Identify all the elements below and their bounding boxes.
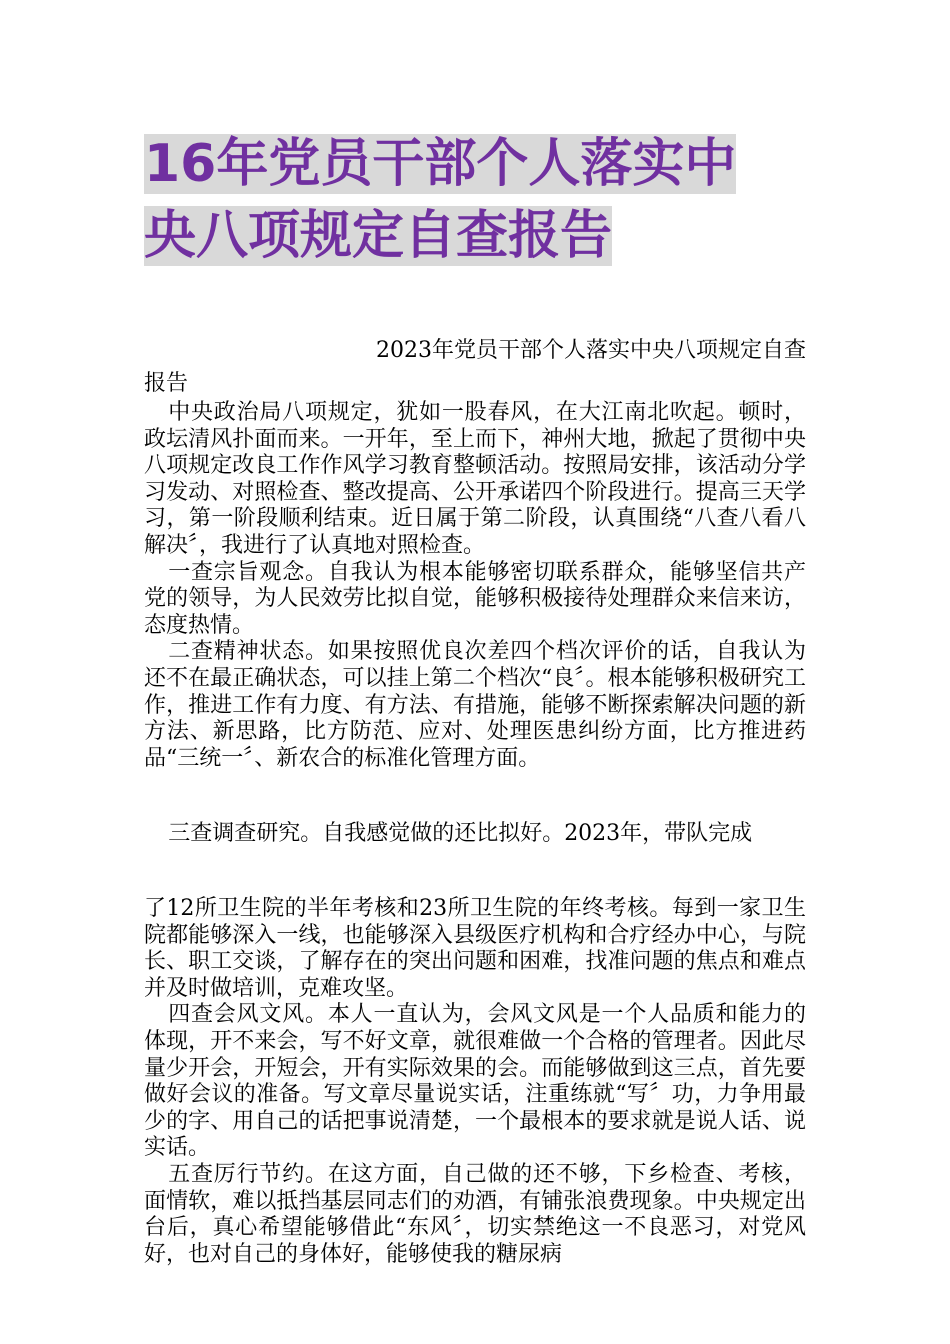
subtitle-line-2: 报告 [144,371,189,396]
paragraph-intro: 中央政治局八项规定，犹如一股春风，在大江南北吹起。顿时，政坛清风扑面而来。一开年，至上而下，神州大地，掀起了贯彻中央八项规定改良工作作风学习教育整顿活动。按照局安排，该活动分学习发动、对照检查、整改提高、公开承诺四个阶段进行。提高三天学习，第一阶段顺利结束。近日属于第二阶段，认真围绕“八查八看八解决〞，我进行了认真地对照检查。 [144,400,806,558]
paragraph-frugality: 五查厉行节约。在这方面，自己做的还不够，下乡检查、考核，面情软，难以抵挡基层同志们的劝酒，有铺张浪费现象。中央规定出台后，真心希望能够借此“东风〞，切实禁绝这一不良恶习，对党风好，也对自己的身体好，能够使我的糖尿病 [144,1161,806,1267]
paragraph-research-line-1: 三查调查研究。自我感觉做的还比拟好。2023年，带队完成 [168,821,753,846]
subtitle-line-1: 2023年党员干部个人落实中央八项规定自查 [376,338,806,363]
document-title [144,128,810,272]
title-line-1: 16年党员干部个人落实中 [144,134,737,194]
document-subtitle [144,334,806,400]
body-section-1 [144,400,806,772]
body-section-2 [144,808,806,860]
paragraph-meeting-style: 四查会风文风。本人一直认为，会风文风是一个人品质和能力的体现，开不来会，写不好文章，就很难做一个合格的管理者。因此尽量少开会，开短会，开有实际效果的会。而能够做到这三点，首先要做好会议的准备。写文章尽量说实话，注重练就“写〞功，力争用最少的字、用自己的话把事说清楚，一个最根本的要求就是说人话、说实话。 [144,1002,806,1161]
title-line-2: 央八项规定自查报告 [144,206,613,266]
paragraph-spirit-state: 二查精神状态。如果按照优良次差四个档次评价的话，自我认为还不在最正确状态，可以挂上第二个档次“良〞。根本能够积极研究工作，推进工作有力度、有方法、有措施，能够不断探索解决问题的新方法、新思路，比方防范、应对、处理医患纠纷方面，比方推进药品“三统一〞、新农合的标准化管理方面。 [144,639,806,771]
body-section-3 [144,896,806,1268]
paragraph-purpose-concept: 一查宗旨观念。自我认为根本能够密切联系群众，能够坚信共产党的领导，为人民效劳比拟自觉，能够积极接待处理群众来信来访，态度热情。 [144,559,806,638]
paragraph-research-cont: 了12所卫生院的半年考核和23所卫生院的年终考核。每到一家卫生院都能够深入一线，也能够深入县级医疗机构和合疗经办中心，与院长、职工交谈，了解存在的突出问题和困难，找准问题的焦点和难点并及时做培训，克难攻坚。 [144,896,806,1001]
